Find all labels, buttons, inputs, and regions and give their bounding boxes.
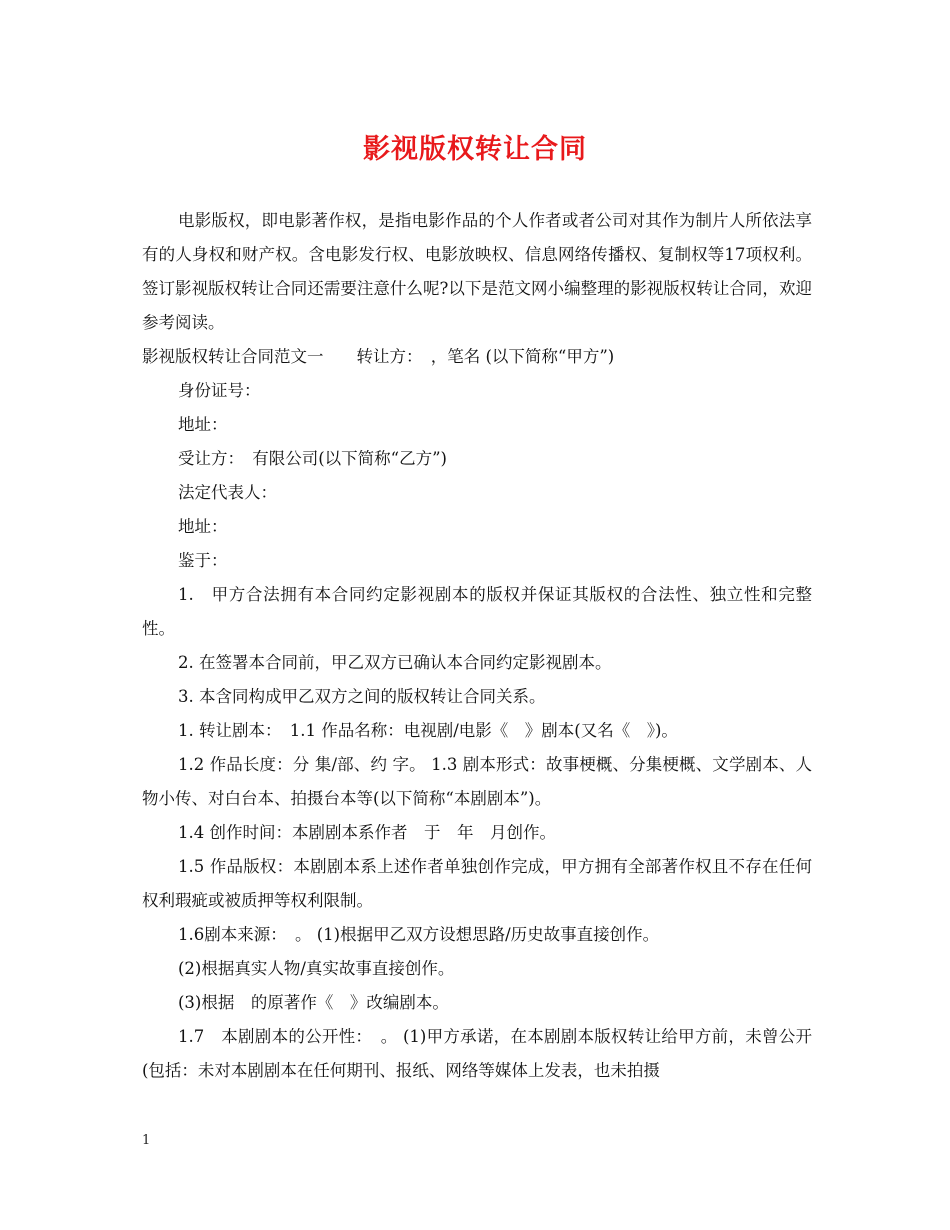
paragraph: 地址： [178,415,228,434]
paragraph: 法定代表人： [178,483,277,502]
paragraph: 受让方： 有限公司(以下简称“乙方”) [178,449,447,468]
paragraph: 1.5 作品版权：本剧剧本系上述作者单独创作完成，甲方拥有全部著作权且不存在任何权利瑕疵或被质押等权利限制。 [142,857,812,910]
paragraph: 影视版权转让合同范文一 转让方： ，笔名 (以下简称“甲方”) [142,347,615,366]
paragraph: 3. 本含同构成甲乙双方之间的版权转让合同关系。 [178,687,546,706]
document-body [142,204,812,1088]
paragraph: (2)根据真实人物/真实故事直接创作。 [178,959,455,978]
document-title: 影视版权转让合同 [363,134,587,165]
paragraph: 1. 甲方合法拥有本合同约定影视剧本的版权并保证其版权的合法性、独立性和完整性。 [142,585,812,638]
paragraph: 1.2 作品长度：分 集/部、约 字。 1.3 剧本形式：故事梗概、分集梗概、文学剧本、人物小传、对白台本、拍摄台本等(以下简称“本剧剧本”)。 [142,755,812,808]
page-number: 1 [142,1133,151,1148]
paragraph: 1. 转让剧本： 1.1 作品名称：电视剧/电影《 》剧本(又名《 》)。 [178,721,678,740]
paragraph: 2. 在签署本合同前，甲乙双方已确认本合同约定影视剧本。 [178,653,612,672]
paragraph: 电影版权，即电影著作权，是指电影作品的个人作者或者公司对其作为制片人所依法享有的人身权和财产权。含电影发行权、电影放映权、信息网络传播权、复制权等17项权利。签订影视版权转让合同还需要注意什么呢?以下是范文网小编整理的影视版权转让合同，欢迎参考阅读。 [142,211,812,332]
paragraph: 身份证号： [178,381,261,400]
paragraph: (3)根据 的原著作《 》改编剧本。 [178,993,449,1012]
paragraph: 鉴于： [178,551,228,570]
paragraph: 1.7 本剧剧本的公开性： 。 (1)甲方承诺，在本剧剧本版权转让给甲方前，未曾公开(包括：未对本剧剧本在任何期刊、报纸、网络等媒体上发表，也未拍摄 [142,1027,812,1080]
paragraph: 地址： [178,517,228,536]
paragraph: 1.4 创作时间：本剧剧本系作者 于 年 月创作。 [178,823,556,842]
paragraph: 1.6剧本来源： 。 (1)根据甲乙双方设想思路/历史故事直接创作。 [178,925,660,944]
